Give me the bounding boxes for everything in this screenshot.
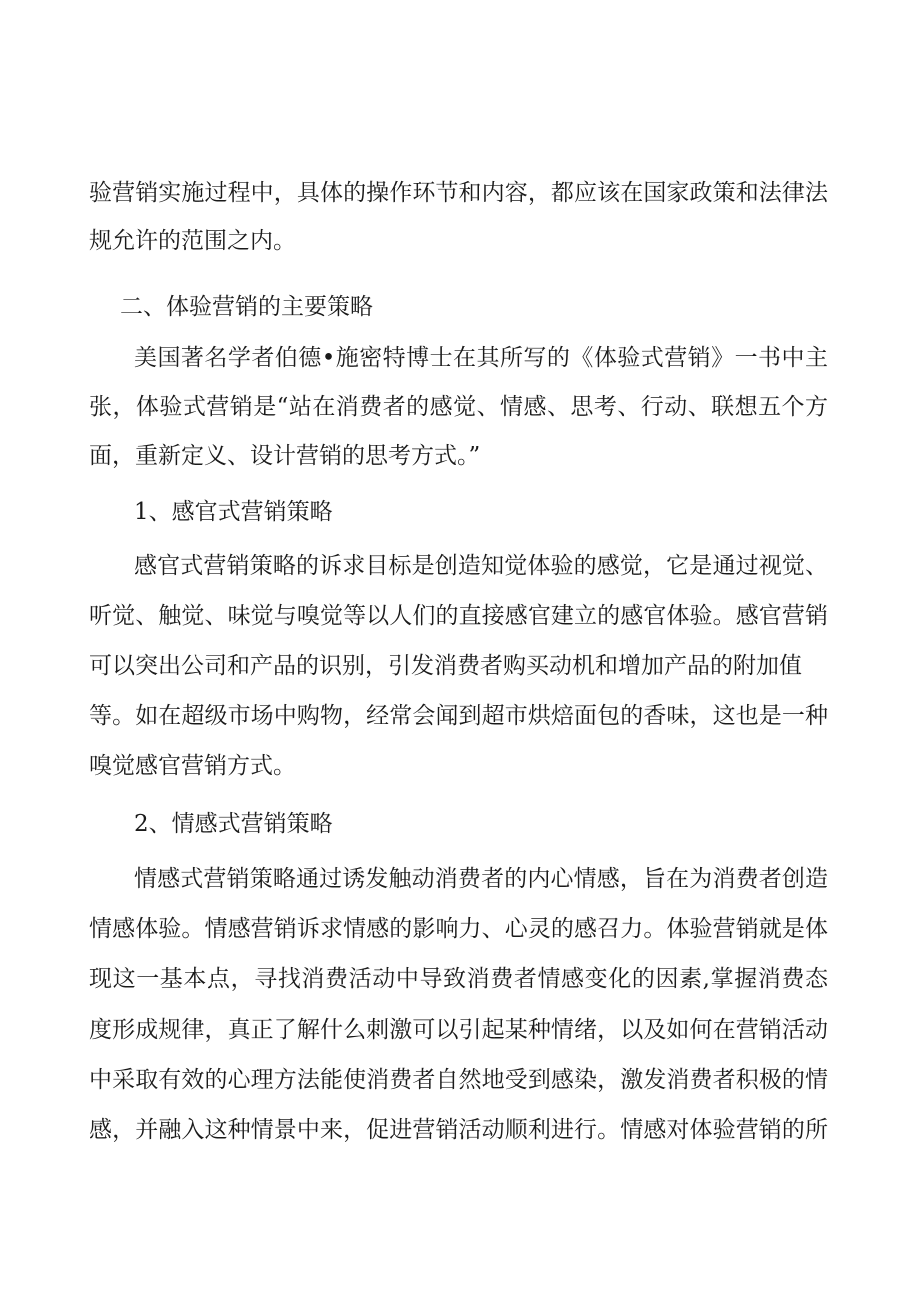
section-heading: 二、体验营销的主要策略 [120, 294, 373, 320]
paragraph-line: 可以突出公司和产品的识别，引发消费者购买动机和增加产品的附加值 [89, 653, 802, 679]
subsection-heading: 1、感官式营销策略 [134, 499, 333, 525]
paragraph-line: 感，并融入这种情景中来，促进营销活动顺利进行。情感对体验营销的所 [89, 1117, 828, 1143]
paragraph-line: 中采取有效的心理方法能使消费者自然地受到感染，激发消费者积极的情 [89, 1067, 828, 1093]
paragraph-line: 嗅觉感官营销方式。 [89, 753, 296, 779]
paragraph-line: 度形成规律，真正了解什么刺激可以引起某种情绪，以及如何在营销活动 [89, 1017, 828, 1043]
paragraph-line: 情感体验。情感营销诉求情感的影响力、心灵的感召力。体验营销就是体 [89, 916, 828, 942]
paragraph-line: 面，重新定义、设计营销的思考方式。” [89, 443, 481, 469]
paragraph-line: 规允许的范围之内。 [89, 228, 296, 254]
paragraph-line: 听觉、触觉、味觉与嗅觉等以人们的直接感官建立的感官体验。感官营销 [89, 603, 828, 629]
paragraph-line: 情感式营销策略通过诱发触动消费者的内心情感，旨在为消费者创造 [134, 866, 828, 892]
paragraph-line: 验营销实施过程中，具体的操作环节和内容，都应该在国家政策和法律法 [89, 180, 828, 206]
paragraph-line: 美国著名学者伯德•施密特博士在其所写的《体验式营销》一书中主 [134, 345, 828, 371]
paragraph-line: 张，体验式营销是“站在消费者的感觉、情感、思考、行动、联想五个方 [89, 394, 828, 420]
paragraph-line: 现这一基本点，寻找消费活动中导致消费者情感变化的因素,掌握消费态 [89, 966, 828, 992]
subsection-heading: 2、情感式营销策略 [134, 811, 333, 837]
paragraph-line: 感官式营销策略的诉求目标是创造知觉体验的感觉，它是通过视觉、 [134, 553, 828, 579]
paragraph-line: 等。如在超级市场中购物，经常会闻到超市烘焙面包的香味，这也是一种 [89, 703, 828, 729]
